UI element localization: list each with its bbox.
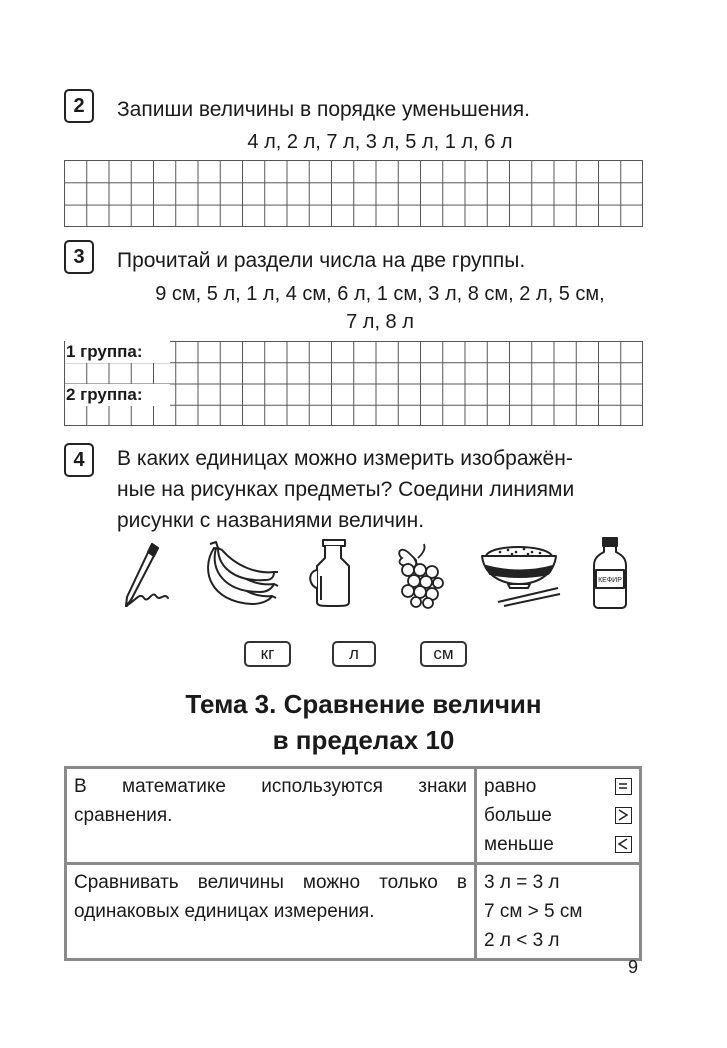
greater-sign-icon [615,807,632,824]
task-4-line-3: рисунки с названиями величин. [117,509,425,532]
rice-bowl-icon[interactable] [478,544,562,608]
task-3-number: 3 [64,240,94,274]
example-1: 3 л = 3 л [484,872,560,893]
sign-word-greater: больше [484,805,552,826]
example-2: 7 см > 5 см [484,901,583,922]
unit-box-cm[interactable]: см [420,641,467,667]
rules-row-signs [66,768,641,864]
sign-word-less: меньше [484,834,554,855]
example-3: 2 л < 3 л [484,930,560,951]
milk-can-icon[interactable] [305,536,361,608]
group-1-label: 1 группа: [65,341,170,363]
task-4-line-1: В каких единицах можно измерить изображён- [117,447,573,470]
task-2-instruction: Запиши величины в порядке уменьшения. [117,98,530,121]
unit-box-kg[interactable]: кг [244,641,291,667]
rules-row-1-text: В математике используются знаки сравнения. [66,768,476,864]
rules-table [64,766,642,961]
task-3-values-line-2: 7 л, 8 л [346,311,414,333]
task-4-line-2: ные на рисунках предметы? Соедини линиями [117,478,575,501]
task-3-instruction: Прочитай и раздели числа на две группы. [117,249,526,272]
task-2-number: 2 [64,89,94,123]
rules-row-units [66,864,641,960]
grapes-icon[interactable] [388,536,448,608]
sign-word-equal: равно [484,776,537,797]
task-4-number: 4 [64,443,94,477]
task-3-values-line-1: 9 см, 5 л, 1 л, 4 см, 6 л, 1 см, 3 л, 8 см, 2 л, 5 см, [155,283,605,305]
page-number: 9 [628,957,639,977]
topic-title-line-1: Тема 3. Сравнение величин [185,689,542,719]
kefir-bottle-icon[interactable] [588,536,632,610]
bananas-icon[interactable] [196,540,278,612]
task-2-values: 4 л, 2 л, 7 л, 3 л, 5 л, 1 л, 6 л [247,131,513,153]
examples-cell [476,864,641,960]
signs-cell [476,768,641,864]
kefir-label: КЕФИР [598,577,622,584]
sign-row-equal [484,772,632,801]
sign-row-greater [484,801,632,830]
rules-row-2-text: Сравнивать величины можно только в одинаковых единицах измерения. [66,864,476,960]
equal-sign-icon [615,778,632,795]
pen-icon[interactable] [118,540,188,612]
less-sign-icon [615,836,632,853]
unit-box-l[interactable]: л [332,641,376,667]
topic-title-line-2: в пределах 10 [272,725,455,755]
sign-row-less [484,830,632,859]
task-2-answer-grid[interactable] [64,160,643,227]
group-2-label: 2 группа: [65,384,170,406]
